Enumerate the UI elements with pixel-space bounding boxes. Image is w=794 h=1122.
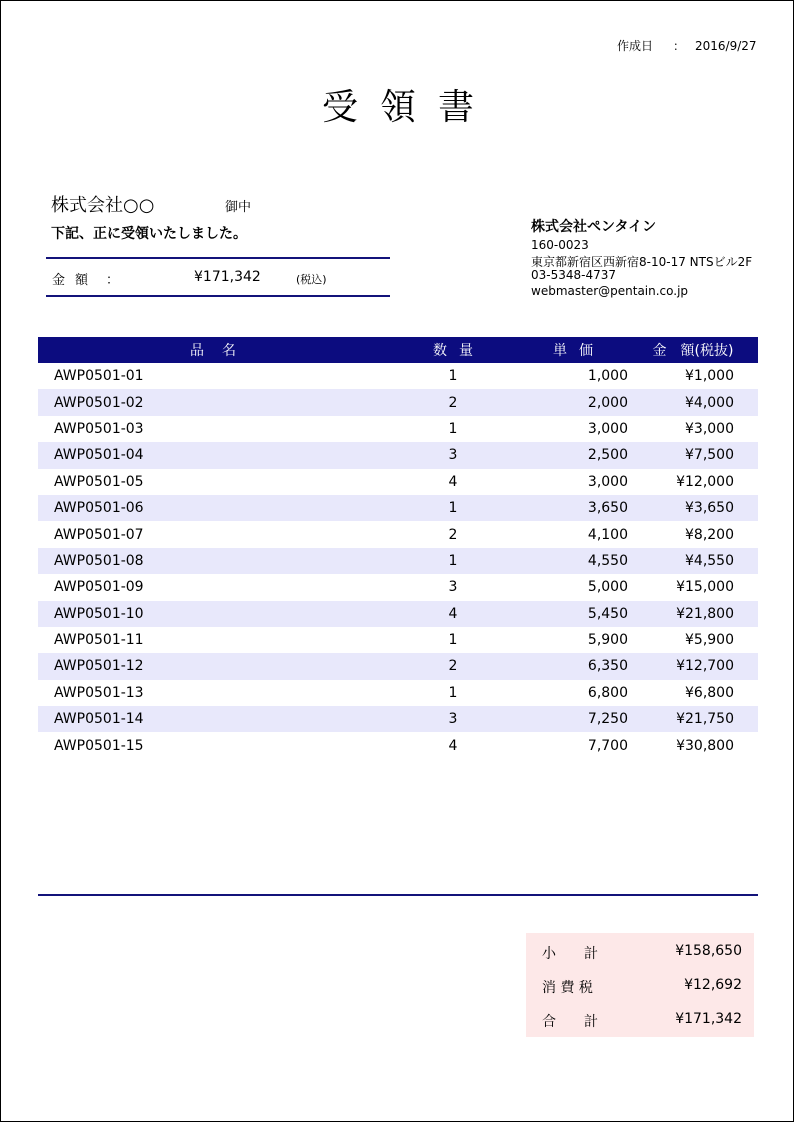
item-amount: ¥7,500 (628, 442, 758, 468)
item-amount: ¥6,800 (685, 684, 734, 701)
item-name: AWP0501-06 (38, 495, 388, 521)
table-row (38, 495, 758, 521)
item-name: AWP0501-02 (38, 389, 388, 415)
total-label: 合 計 (542, 1014, 598, 1030)
issuer-name: 株式会社ペンタイン (531, 219, 657, 235)
item-price: 5,000 (587, 579, 628, 596)
table-row (38, 706, 758, 732)
item-amount: ¥12,700 (628, 653, 758, 679)
amount-label-text: 金額 (52, 273, 99, 288)
table-row (38, 389, 758, 415)
table-row (38, 627, 758, 653)
item-price: 4,100 (587, 526, 628, 543)
item-qty: 1 (388, 548, 518, 574)
item-amount: ¥15,000 (676, 579, 734, 596)
item-name: AWP0501-05 (54, 473, 144, 490)
issuer-tel: 03-5348-4737 (531, 268, 617, 282)
item-name: AWP0501-15 (54, 737, 144, 754)
item-name: AWP0501-13 (54, 684, 144, 701)
table-row (38, 521, 758, 547)
item-qty: 2 (448, 526, 458, 543)
item-price: 1,000 (587, 368, 628, 385)
document-title: 受領書 (321, 87, 496, 128)
table-row (38, 574, 758, 600)
item-price: 5,900 (587, 632, 628, 649)
issuer-email: webmaster@pentain.co.jp (531, 284, 689, 298)
item-qty: 3 (448, 579, 458, 596)
item-qty: 1 (388, 495, 518, 521)
receipt-message: 下記、正に受領いたしました。 (51, 226, 247, 242)
item-name: AWP0501-04 (38, 442, 388, 468)
table-row (38, 442, 758, 468)
table-bottom-divider (38, 894, 758, 896)
item-price: 6,800 (587, 684, 628, 701)
table-row (38, 653, 758, 679)
amount-colon: ： (106, 273, 120, 288)
totals-box (526, 933, 754, 1037)
item-qty: 4 (448, 473, 458, 490)
item-qty: 3 (388, 442, 518, 468)
item-name: AWP0501-10 (38, 601, 388, 627)
item-amount: ¥5,900 (685, 632, 734, 649)
amount-box (46, 257, 390, 297)
item-name: AWP0501-12 (38, 653, 388, 679)
table-row (38, 469, 758, 495)
table-row (38, 680, 758, 706)
tax-value: ¥12,692 (684, 977, 742, 993)
item-name: AWP0501-11 (54, 632, 144, 649)
issuer-address: 東京都新宿区西新宿8-10-17 NTSビル2F (531, 255, 753, 269)
item-amount: ¥30,800 (676, 737, 734, 754)
header-name: 品名 (38, 337, 388, 363)
item-price: 5,450 (518, 601, 628, 627)
amount-tax-note: (税込) (296, 273, 327, 286)
item-price: 6,350 (518, 653, 628, 679)
header-amount: 金 額(税抜) (628, 337, 758, 363)
item-price: 7,250 (518, 706, 628, 732)
item-price: 3,000 (587, 420, 628, 437)
item-amount: ¥3,650 (628, 495, 758, 521)
items-table (38, 337, 758, 759)
item-qty: 4 (388, 601, 518, 627)
item-amount: ¥21,750 (628, 706, 758, 732)
table-row (38, 601, 758, 627)
item-qty: 1 (448, 632, 458, 649)
table-row (38, 548, 758, 574)
amount-value: ¥171,342 (194, 269, 261, 285)
recipient-name: 株式会社○○ (51, 195, 155, 216)
item-price: 3,000 (587, 473, 628, 490)
tax-label: 消 費 税 (542, 980, 593, 996)
item-amount: ¥12,000 (676, 473, 734, 490)
item-price: 3,650 (518, 495, 628, 521)
item-price: 4,550 (518, 548, 628, 574)
table-row (38, 732, 758, 758)
item-qty: 1 (448, 684, 458, 701)
tax-row (526, 977, 754, 997)
header-qty: 数量 (388, 337, 518, 363)
table-row (38, 416, 758, 442)
item-amount: ¥1,000 (685, 368, 734, 385)
item-qty: 2 (388, 389, 518, 415)
created-date-value: 2016/9/27 (695, 39, 757, 53)
item-amount: ¥4,550 (628, 548, 758, 574)
item-price: 7,700 (587, 737, 628, 754)
item-name: AWP0501-14 (38, 706, 388, 732)
item-price: 2,000 (518, 389, 628, 415)
recipient-honorific: 御中 (225, 200, 252, 215)
total-value: ¥171,342 (675, 1011, 742, 1027)
item-qty: 4 (448, 737, 458, 754)
item-qty: 2 (388, 653, 518, 679)
item-amount: ¥21,800 (628, 601, 758, 627)
items-header-row (38, 337, 758, 363)
item-amount: ¥8,200 (685, 526, 734, 543)
created-date-separator: ： (673, 39, 686, 53)
created-date (617, 37, 757, 54)
subtotal-value: ¥158,650 (675, 943, 742, 959)
header-price: 単価 (518, 337, 628, 363)
item-qty: 1 (448, 368, 458, 385)
amount-label (52, 269, 119, 288)
table-row (38, 363, 758, 389)
item-price: 2,500 (518, 442, 628, 468)
item-name: AWP0501-08 (38, 548, 388, 574)
item-amount: ¥4,000 (628, 389, 758, 415)
item-amount: ¥3,000 (685, 420, 734, 437)
item-qty: 1 (448, 420, 458, 437)
item-name: AWP0501-09 (54, 579, 144, 596)
subtotal-row (526, 943, 754, 963)
created-date-label: 作成日 (617, 39, 654, 53)
item-qty: 3 (388, 706, 518, 732)
item-name: AWP0501-01 (54, 368, 144, 385)
issuer-zip: 160-0023 (531, 238, 589, 252)
total-row (526, 1011, 754, 1031)
item-name: AWP0501-07 (54, 526, 144, 543)
item-name: AWP0501-03 (54, 420, 144, 437)
subtotal-label: 小 計 (542, 946, 598, 962)
